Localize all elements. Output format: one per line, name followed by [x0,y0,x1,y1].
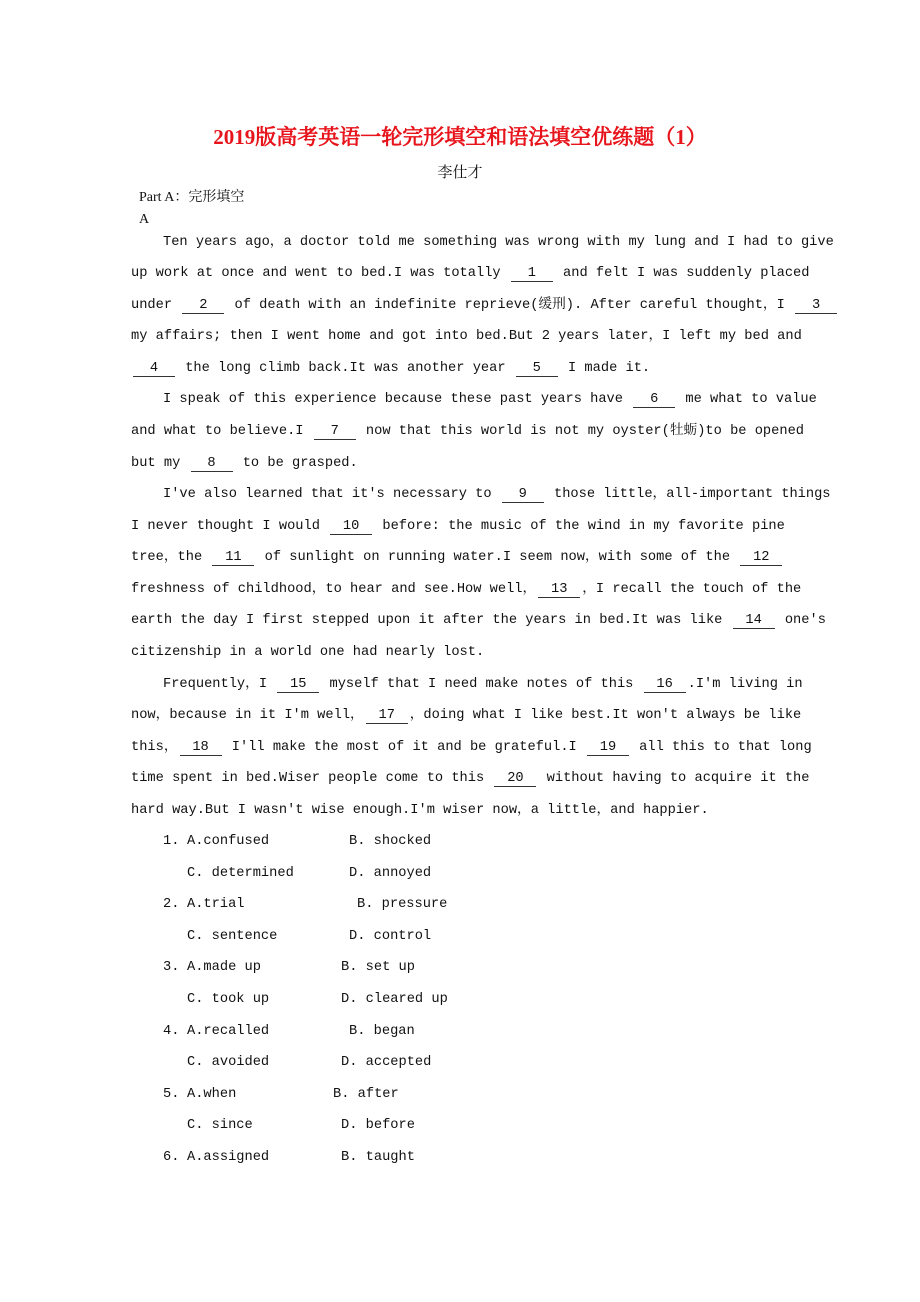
blank-5: 5 [516,361,558,377]
question-number: 5. [163,1086,180,1102]
blank-11: 11 [212,550,254,566]
document-title: 2019版高考英语一轮完形填空和语法填空优练题（1） [213,125,707,149]
option-b: B. shocked [349,834,432,849]
passage-text: to be grasped. [234,456,358,471]
passage-line [131,549,784,567]
blank-18: 18 [180,740,222,756]
blank-15: 15 [277,677,319,693]
question-number: 2. [163,897,180,913]
passage-text: tree，the [131,550,211,565]
passage-text: earth the day I first stepped upon it after the years in bed.It was like [131,613,731,628]
blank-4: 4 [133,361,175,377]
passage-text: I've also learned that it's necessary to [163,487,500,502]
passage-line [131,581,801,599]
option-c: C. since [187,1118,253,1134]
question-number: 1. [163,834,180,849]
passage-text: without having to acquire it the [538,771,810,786]
passage-line [131,455,358,473]
blank-8: 8 [191,456,233,472]
passage-text: ，doing what I like best.It won't always be like [409,708,802,723]
passage-text: .I'm living in [687,677,803,692]
blank-2: 2 [182,298,224,314]
passage-text: time spent in bed.Wiser people come to this [131,771,493,786]
passage-line [131,770,809,788]
blank-16: 16 [644,677,686,693]
passage-text: I never thought I would [131,519,329,534]
option-b: B. taught [341,1150,415,1165]
option-b: B. pressure [357,897,448,913]
blank-13: 13 [538,582,580,598]
option-a: A.when [187,1086,237,1102]
passage-text: all this to that long [630,740,812,755]
passage-text: freshness of childhood，to hear and see.How well， [131,582,537,597]
blank-6: 6 [633,392,675,408]
passage-line [163,486,831,504]
author: 李仕才 [437,165,483,181]
option-b: B. began [349,1023,415,1039]
option-a: A.confused [187,834,270,849]
passage-text: and felt I was suddenly placed [554,266,810,281]
option-d: D. before [341,1118,415,1134]
blank-12: 12 [740,550,782,566]
option-d: D. cleared up [341,992,448,1007]
passage-text: but my [131,456,189,471]
passage-text: of death with an indefinite reprieve(缓刑). After careful thought，I [226,298,794,313]
blank-10: 10 [330,519,372,535]
option-a: A.assigned [187,1150,270,1165]
passage-line [131,707,801,725]
passage-line [163,676,803,694]
passage-text: ，I recall the touch of the [582,582,802,597]
option-a: A.trial [187,897,245,913]
passage-line [131,644,484,662]
section-label: A [139,212,150,227]
part-heading: Part A：完形填空 [139,190,245,205]
option-d: D. accepted [341,1055,432,1071]
option-c: C. took up [187,992,270,1007]
passage-line [163,391,817,409]
option-a: A.recalled [187,1023,270,1039]
passage-line [163,234,834,252]
passage-text: myself that I need make notes of this [321,677,642,692]
blank-20: 20 [494,771,536,787]
passage-line [131,360,650,378]
question-number: 3. [163,960,180,976]
option-d: D. control [349,928,432,944]
passage-line [131,265,809,283]
passage-text: Ten years ago，a doctor told me something was wrong with my lung and I had to give [163,235,834,250]
passage-text: the long climb back.It was another year [177,361,514,376]
passage-text: me what to value [677,392,817,407]
passage-text: now that this world is not my oyster(牡蛎)to be opened [357,424,804,439]
passage-text: citizenship in a world one had nearly lost. [131,645,485,660]
question-number: 6. [163,1150,180,1165]
passage-text: I'll make the most of it and be grateful.I [223,740,585,755]
passage-text: I speak of this experience because these past years have [163,392,632,407]
passage-text: hard way.But I wasn't wise enough.I'm wiser now，a little，and happier. [131,803,709,818]
passage-line [131,423,804,441]
blank-19: 19 [587,740,629,756]
blank-1: 1 [511,266,553,282]
passage-line [131,612,826,630]
blank-14: 14 [733,613,775,629]
option-c: C. sentence [187,928,278,944]
blank-7: 7 [314,424,356,440]
passage-text: I made it. [559,361,651,376]
passage-line [131,297,839,315]
blank-9: 9 [502,487,544,503]
passage-text: Frequently，I [163,677,276,692]
option-b: B. after [333,1086,399,1102]
question-number: 4. [163,1023,180,1039]
passage-line [131,739,812,757]
passage-line [131,518,785,536]
passage-text: one's [776,613,826,628]
passage-text: under [131,298,181,313]
passage-text: up work at once and went to bed.I was totally [131,266,509,281]
passage-text: of sunlight on running water.I seem now，with some of the [256,550,739,565]
passage-text: and what to believe.I [131,424,312,439]
passage-text: those little，all-important things [545,487,831,502]
blank-17: 17 [366,708,408,724]
passage-text: before: the music of the wind in my favorite pine [374,519,785,534]
passage-line [131,328,802,346]
option-b: B. set up [341,960,415,976]
option-c: C. determined [187,865,294,881]
passage-text: this， [131,740,178,755]
passage-text: now，because in it I'm well， [131,708,364,723]
option-c: C. avoided [187,1055,270,1071]
passage-line [131,802,709,820]
option-d: D. annoyed [349,865,432,881]
blank-3: 3 [795,298,837,314]
option-a: A.made up [187,960,261,976]
passage-text: my affairs; then I went home and got into bed.But 2 years later，I left my bed and [131,329,802,344]
